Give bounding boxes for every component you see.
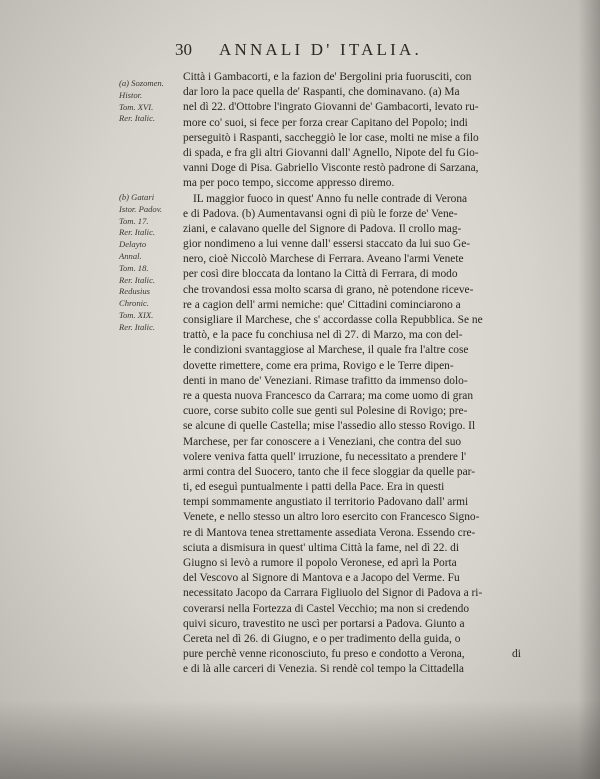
text-line: per così dire bloccata da lontano la Città di Ferrara, di modo xyxy=(183,268,458,281)
text-line: pure perchè venne riconosciuto, fu preso e condotto a Verona, xyxy=(183,648,465,661)
text-line: Venete, e nello stesso un altro loro esercito con Francesco Signo- xyxy=(183,511,480,524)
margin-note-line: Rer. Italic. xyxy=(119,274,156,285)
margin-note-line: Redusius xyxy=(119,286,151,297)
text-line: quivi sicuro, travestito ne uscì per portarsi a Padova. Giunto a xyxy=(183,617,465,630)
text-line: del Vescovo al Signore di Mantova e a Jacopo del Verme. Fu xyxy=(183,572,460,585)
text-line: coverarsi nella Fortezza di Castel Vecchio; ma non si credendo xyxy=(183,602,470,615)
text-line: tempi sommamente angustiato il territorio Padovano dall' armi xyxy=(183,496,469,509)
running-title: ANNALI D' ITALIA. xyxy=(219,40,422,59)
margin-note-a xyxy=(119,78,185,125)
margin-note-line: Annal. xyxy=(119,250,142,261)
page-header xyxy=(175,40,535,62)
text-line: cuore, corse subito colle sue genti sul Polesine di Rovigo; pre- xyxy=(183,405,468,418)
margin-note-line: Tom. 18. xyxy=(119,262,149,273)
margin-note-line: Tom. XIX. xyxy=(119,309,154,320)
text-line: nel dì 22. d'Ottobre l'ingrato Giovanni de' Gambacorti, levato ru- xyxy=(183,101,479,114)
margin-note-line: Tom. 17. xyxy=(119,215,149,226)
text-line: re a questa nuova Francesco da Carrara; ma come uomo di gran xyxy=(183,389,474,402)
margin-note-line: Rer. Italic. xyxy=(119,227,156,238)
margin-note-b xyxy=(119,192,185,334)
text-line: nero, cioè Niccolò Marchese di Ferrara. Aveano l'armi Venete xyxy=(183,253,464,266)
page-edge-shadow xyxy=(578,0,600,779)
margin-note-line: Chronic. xyxy=(119,298,149,309)
margin-note-line: Histor. xyxy=(119,89,143,100)
text-line: necessitato Jacopo da Carrara Figliuolo del Signor di Padova a ri- xyxy=(183,587,483,600)
margin-note-line: Tom. XVI. xyxy=(119,101,154,112)
margin-note-line: Delayto xyxy=(119,239,147,250)
main-text-column xyxy=(183,70,571,678)
text-line: dovette rimettere, come era prima, Rovigo e le Terre dipen- xyxy=(183,359,454,372)
margin-note-line: (a) Sozomen. xyxy=(119,78,164,88)
margin-note-line: (b) Gatari xyxy=(119,192,155,202)
text-line: Città i Gambacorti, e la fazion de' Bergolini pria fuorusciti, con xyxy=(183,71,472,83)
text-line: dar loro la pace quella de' Raspanti, che dominavano. (a) Ma xyxy=(183,86,460,99)
text-line: ma per poco tempo, siccome appresso diremo. xyxy=(183,177,395,190)
text-line: che trovandosi essa molto scarsa di grano, nè potendone riceve- xyxy=(183,283,474,296)
text-line: armi contra del Suocero, tanto che il fece sloggiar da quelle par- xyxy=(183,465,476,478)
text-line: perseguitò i Raspanti, saccheggiò le lor case, molti ne mise a filo xyxy=(183,131,479,144)
text-line: le condizioni svantaggiose al Marchese, il quale fra l'altre cose xyxy=(183,344,469,357)
text-line: ti, ed eseguì puntualmente i patti della Pace. Era in questi xyxy=(183,481,445,494)
margin-note-line: Rer. Italic. xyxy=(119,113,156,124)
text-line: di spada, e fra gli altri Giovanni dall' Agnello, Nipote del fu Gio- xyxy=(183,146,479,159)
text-line: re a cagion dell' armi nemiche: que' Cittadini cominciarono a xyxy=(183,298,461,311)
text-line: sciuta a dismisura in quest' ultima Città la fame, nel dì 22. di xyxy=(183,541,460,554)
text-line: Marchese, per far conoscere a i Veneziani, che contra del suo xyxy=(183,435,462,448)
text-line: Cereta nel dì 26. di Giugno, e o per tradimento della guida, o xyxy=(183,632,461,645)
text-line: more co' suoi, si fece per forza crear Capitano del Popolo; indi xyxy=(183,116,468,129)
text-line: volere veniva fatta quell' irruzione, fu necessitato a prendere l' xyxy=(183,450,467,463)
text-line: trattò, e la pace fu conchiusa nel dì 27. di Marzo, ma con del- xyxy=(183,329,463,342)
text-line: ziani, e calavano quelle del Signore di Padova. Il crollo mag- xyxy=(183,222,462,235)
text-line: Giugno si levò a rumore il popolo Veronese, ed aprì la Porta xyxy=(183,557,457,569)
text-line: IL maggior fuoco in quest' Anno fu nelle contrade di Verona xyxy=(193,192,468,205)
text-line: se alcune di quelle Castella; mise l'assedio allo stesso Rovigo. Il xyxy=(183,420,476,433)
text-line: e di là alle carceri di Venezia. Si rendè col tempo la Cittadella xyxy=(183,663,464,676)
text-line: gior nondimeno a lui venne dall' essersi staccato da lui suo Ge- xyxy=(183,238,471,251)
text-line: vanni Doge di Pisa. Gabriello Visconte restò padrone di Sarzana, xyxy=(183,162,479,175)
text-line: consigliare il Marchese, che s' accordasse colla Repubblica. Se ne xyxy=(183,314,483,326)
text-line: e di Padova. (b) Aumentavansi ogni dì più le forze de' Vene- xyxy=(183,207,458,220)
catchword: di xyxy=(512,648,521,660)
margin-note-line: Istor. Padov. xyxy=(119,203,163,214)
margin-note-line: Rer. Italic. xyxy=(119,321,156,332)
text-line: re di Mantova tenea strettamente assediata Verona. Essendo cre- xyxy=(183,526,476,539)
text-line: denti in mano de' Veneziani. Rimase trafitto da immenso dolo- xyxy=(183,374,468,387)
page-bottom-shadow xyxy=(0,700,600,779)
page-number: 30 xyxy=(175,40,192,59)
